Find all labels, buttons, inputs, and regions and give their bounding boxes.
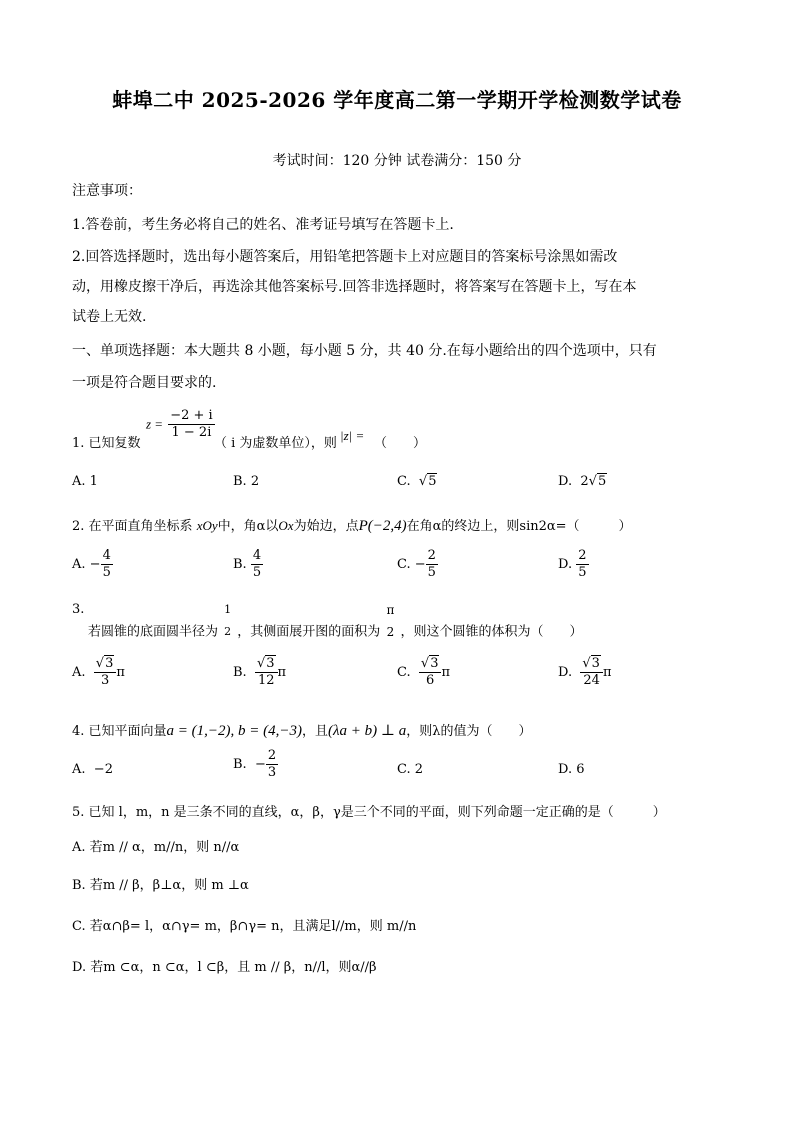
q1-fraction (168, 408, 214, 441)
q4-option-c (397, 762, 423, 777)
denominator: 2 (386, 625, 395, 639)
sqrt-symbol: √5 (418, 474, 437, 489)
option-value: −2 (93, 762, 113, 777)
q5-option-c: C. 若α∩β= l，α∩γ= m，β∩γ= n，且满足l//m，则 m//n (72, 919, 417, 934)
notice-item-2-line-1: 2.回答选择题时，选出每小题答案后，用铅笔把答题卡上对应题目的答案标号涂黑如需改 (72, 249, 618, 265)
numerator: √3 (95, 656, 114, 671)
q3-text-a: 若圆锥的底面圆半径为 (88, 624, 219, 640)
option-fraction (255, 656, 278, 689)
q1-denominator: 1 − 2i (171, 425, 212, 440)
q3-radius-fraction (222, 602, 233, 640)
q1-option-d (558, 474, 607, 489)
q4-option-b (233, 748, 278, 781)
denominator: 3 (100, 673, 110, 688)
option-fraction (426, 548, 438, 581)
option-label: D. (558, 474, 573, 489)
q2-option-d (558, 548, 589, 581)
q2-text-c: 为始边，点 (293, 519, 359, 534)
q3-option-a (72, 656, 125, 689)
q2-text-b: 中，角α以 (217, 519, 279, 534)
denominator: 5 (252, 565, 262, 580)
option-label: B. (233, 557, 247, 572)
denominator: 5 (578, 565, 587, 580)
sign: − (414, 557, 426, 572)
radicand: 5 (597, 474, 607, 489)
q4-condition: (λa + b) ⊥ a (328, 723, 407, 739)
numerator: π (386, 603, 395, 617)
option-label: D. (558, 557, 573, 572)
denominator: 3 (267, 765, 277, 780)
option-label: D. (558, 665, 573, 680)
numerator: 2 (267, 748, 277, 763)
q1-abs: |z| = (340, 428, 365, 443)
q3-text-c: ，则这个圆锥的体积为（ ） (400, 624, 583, 640)
q2-option-b (233, 548, 263, 581)
notice-item-2-line-3: 试卷上无效. (72, 309, 147, 325)
radicand: 3 (266, 656, 275, 671)
sqrt-symbol: √5 (588, 474, 607, 489)
q5-option-a: A. 若m // α，m//n，则 n//α (72, 840, 240, 855)
q1-option-b: B. 2 (233, 474, 260, 489)
notice-heading: 注意事项： (72, 183, 142, 199)
numerator: 2 (578, 548, 587, 563)
notice-item-1: 1.答卷前，考生务必将自己的姓名、准考证号填写在答题卡上. (72, 217, 454, 233)
coefficient: 2 (580, 474, 589, 489)
q5-option-b: B. 若m // β，β⊥α，则 m ⊥α (72, 878, 249, 893)
q3-option-b (233, 656, 286, 689)
pi-symbol: π (441, 665, 451, 680)
denominator: 2 (224, 625, 232, 638)
option-fraction (580, 656, 603, 689)
radicand: 5 (428, 474, 437, 489)
q2-option-c (397, 548, 438, 581)
q1-formula (146, 408, 215, 441)
section-heading-line-2: 一项是符合题目要求的. (72, 375, 217, 391)
numerator: 2 (427, 548, 436, 563)
numerator: 4 (252, 548, 262, 563)
notice-item-2-line-2: 动，用橡皮擦干净后，再选涂其他答案标号.回答非选择题时，将答案写在答题卡上，写在本 (72, 279, 637, 295)
denominator: 24 (583, 673, 600, 688)
option-label: A. (72, 762, 86, 777)
q4-option-d (558, 762, 585, 777)
q1-prefix: 1. 已知复数 (72, 436, 141, 451)
q4-vectors: a = (1,−2), b = (4,−3) (166, 723, 303, 739)
sign: − (89, 557, 101, 572)
q1-option-a: A. 1 (72, 474, 98, 489)
option-label: C. (397, 474, 411, 489)
numerator: √3 (256, 656, 275, 671)
q4-text-a: 4. 已知平面向量 (72, 724, 167, 739)
q3-area-fraction (384, 602, 396, 640)
denominator: 5 (102, 565, 111, 580)
option-label: C. (397, 557, 411, 572)
q3-text-b: ，其侧面展开图的面积为 (237, 624, 381, 640)
q1-z-eq: z = (146, 416, 164, 432)
q4-text-c: ，则λ的值为（ ） (406, 724, 532, 739)
pi-symbol: π (116, 665, 125, 680)
numerator: √3 (420, 656, 439, 671)
option-label: B. (233, 757, 247, 772)
numerator: 4 (102, 548, 111, 563)
option-fraction (419, 656, 442, 689)
q1-option-c (397, 474, 437, 489)
option-value: 6 (576, 762, 585, 777)
q4-option-a (72, 762, 113, 777)
q3-option-c (397, 656, 450, 689)
q1-numerator: −2 + i (170, 408, 213, 423)
option-fraction (266, 748, 278, 781)
q2-stem (72, 515, 632, 535)
pi-symbol: π (277, 665, 287, 680)
q2-point: P(−2,4) (358, 518, 407, 534)
q2-ox: Ox (278, 518, 294, 533)
q2-text-a: 2. 在平面直角坐标系 (72, 519, 193, 534)
option-label: A. (72, 557, 86, 572)
q1-middle: （ i 为虚数单位），则 (214, 436, 337, 451)
q2-option-a (72, 548, 113, 581)
denominator: 12 (257, 673, 275, 688)
denominator: 5 (427, 565, 436, 580)
denominator: 6 (426, 673, 435, 688)
q5-option-d: D. 若m ⊂α，n ⊂α，l ⊂β，且 m // β，n//l，则α//β (72, 960, 377, 975)
q5-stem: 5. 已知 l，m，n 是三条不同的直线，α，β，γ是三个不同的平面，则下列命题一定正确的是（ ） (72, 805, 666, 820)
section-heading-line-1: 一、单项选择题：本大题共 8 小题，每小题 5 分，共 40 分.在每小题给出的四个选项中，只有 (72, 343, 657, 359)
q4-text-b: ，且 (302, 724, 329, 739)
q2-xoy: xOy (196, 518, 218, 533)
option-label: A. (72, 665, 86, 680)
q4-stem (72, 720, 532, 740)
option-label: D. (558, 762, 573, 777)
q1-suffix: （ ） (374, 436, 427, 451)
radicand: 3 (591, 656, 600, 671)
pi-symbol: π (602, 665, 612, 680)
q3-number: 3. (72, 602, 85, 617)
page-title: 蚌埠二中 2025-2026 学年度高二第一学期开学检测数学试卷 (112, 88, 682, 112)
q3-option-d (558, 656, 611, 689)
option-label: C. (397, 762, 411, 777)
option-fraction (576, 548, 588, 581)
option-fraction (94, 656, 117, 689)
option-fraction (251, 548, 263, 581)
numerator: 1 (224, 603, 232, 616)
option-value: 2 (414, 762, 424, 777)
q2-text-d: 在角α的终边上，则sin2α=（ ） (406, 519, 632, 534)
q3-stem (88, 603, 583, 640)
numerator: √3 (582, 656, 600, 671)
radicand: 3 (105, 656, 114, 671)
exam-info: 考试时间：120 分钟 试卷满分：150 分 (272, 153, 522, 169)
sign: − (254, 757, 266, 772)
option-label: B. (233, 665, 247, 680)
option-fraction (101, 548, 113, 581)
radicand: 3 (430, 656, 439, 671)
option-label: C. (397, 665, 411, 680)
